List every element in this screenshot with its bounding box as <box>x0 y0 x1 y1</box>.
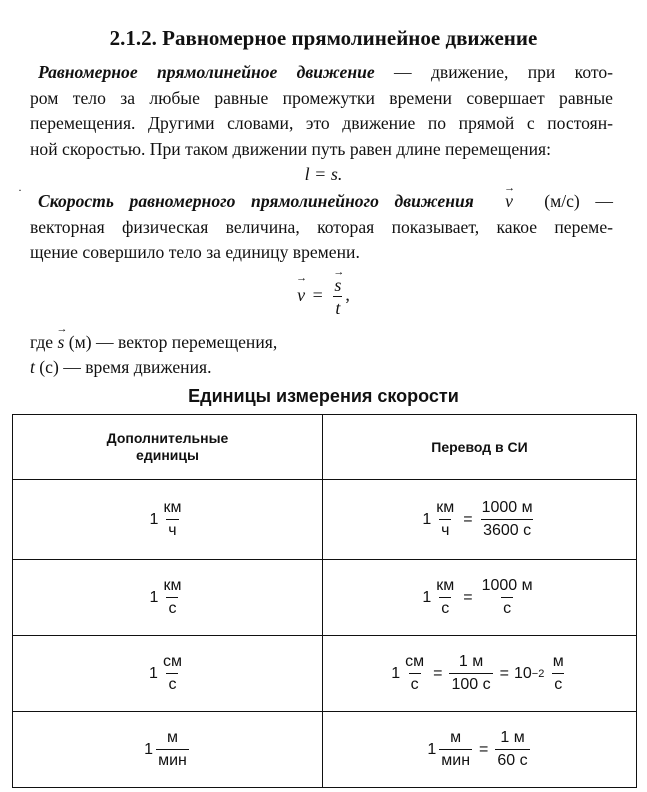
section-heading: 2.1.2. Равномерное прямолинейное движение <box>109 26 538 50</box>
conversion-m-per-min: 1 $\frac{м}{\text{мин}}$ = $\frac{1 м}{60 с}$ <box>427 729 528 769</box>
unit-m-per-min: 1 $\frac{м}{\text{мин}}$ <box>144 729 187 769</box>
unit-km-per-s: 1 $\frac{км}{с}$ <box>149 577 182 617</box>
formula-path-equals-displacement: l = s. <box>304 164 343 184</box>
table-row <box>13 560 637 636</box>
unit-cm-per-s: 1 $\frac{см}{с}$ <box>149 653 182 693</box>
where-displacement: где → s (м) — вектор перемещения, <box>30 330 277 355</box>
term-uniform-motion: Равномерное прямолинейное движение <box>38 62 375 82</box>
unit-km-per-h: 1 $\frac{км}{ч}$ <box>149 499 182 539</box>
conversion-cm-per-s: 1 $\frac{см}{с}$ = $\frac{1 м}{100 с}$ = 10 −2 $\frac{м}{с}$ <box>391 653 564 693</box>
where-time: t (с) — время движения. <box>30 357 212 377</box>
formula-velocity: → v = → $\frac{s}{t}$ , <box>0 276 647 317</box>
table-row <box>13 712 637 788</box>
table-title: Единицы измерения скорости <box>188 386 459 406</box>
speed-units-table <box>12 414 637 788</box>
header-si-conversion: Перевод в СИ <box>323 415 637 480</box>
conversion-km-per-h: 1 $\frac{км}{ч}$ = $\frac{1000 м}{3600 с}$ <box>422 499 533 539</box>
conversion-km-per-s: 1 $\frac{км}{с}$ = $\frac{1000 м}{с}$ <box>422 577 533 617</box>
table-header-row <box>13 415 637 480</box>
table-row <box>13 480 637 560</box>
table-row <box>13 636 637 712</box>
decorative-dot: · <box>18 183 22 197</box>
header-additional-units: Дополнительные единицы <box>13 415 323 480</box>
paragraph-uniform-motion: Равномерное прямолинейное движение — движение, при кото- ром тело за любые равные промежутки времени совершает равные перемещения. Другими словами, это движение по прямой с постоян- ной скоростью. При таком движении путь равен длине перемещения: <box>30 62 613 159</box>
velocity-vector-symbol: → v <box>505 189 513 215</box>
term-velocity: Скорость равномерного прямолинейного движения <box>38 191 474 211</box>
paragraph-velocity: Скорость равномерного прямолинейного движения → v (м/с) — векторная физическая величина, которая показывает, какое переме- щение совершило тело за единицу времени. <box>30 189 613 266</box>
